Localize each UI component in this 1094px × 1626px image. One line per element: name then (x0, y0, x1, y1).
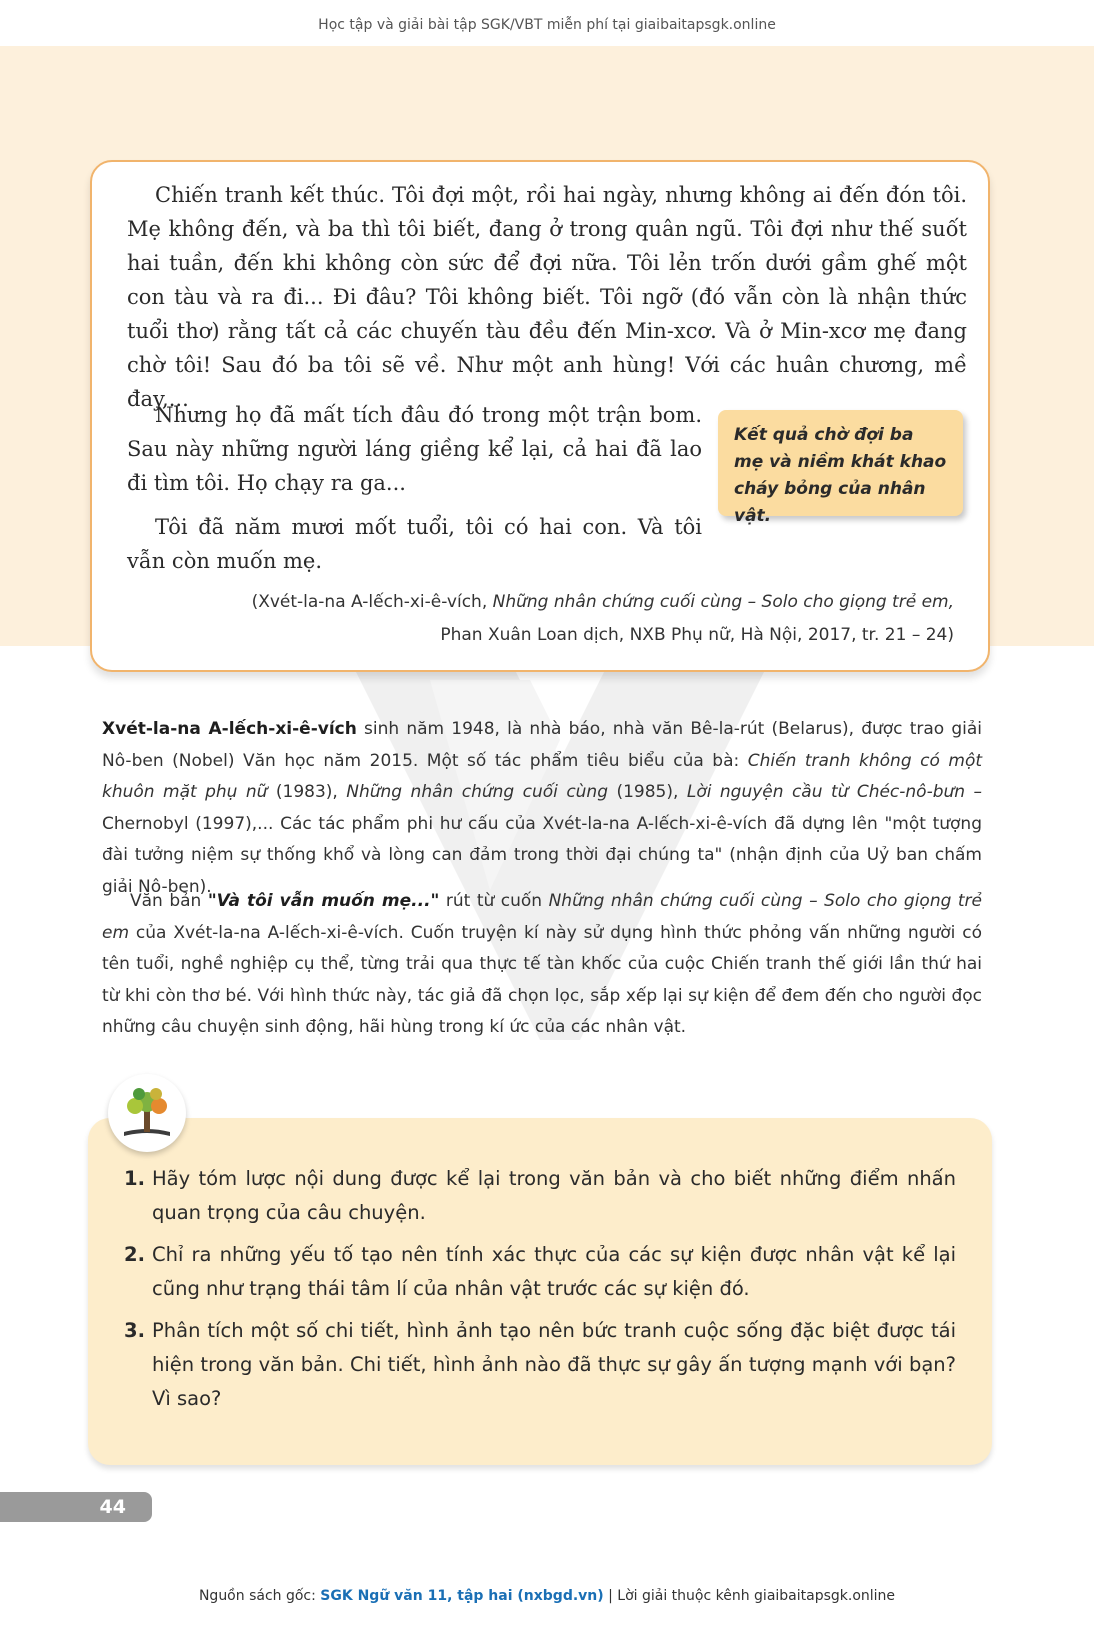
side-note-text: Kết quả chờ đợi ba mẹ và niềm khát khao cháy bỏng của nhân vật. (734, 425, 947, 526)
bio-work-1: Chiến tranh không có một khuôn mặt phụ nữ (102, 750, 983, 802)
footer-prefix: Nguồn sách gốc: (198, 1588, 321, 1604)
question-number: 1. (124, 1167, 145, 1190)
story-paragraph-3: Tôi đã năm mươi mốt tuổi, tôi có hai con. Và tôi vẫn còn muốn mẹ. (127, 515, 702, 573)
bio-text-1: sinh năm 1948, là nhà báo, nhà văn Bê-la-rút (Belarus), được trao giải Nô-ben (Nobel) Văn học năm 2015. Một số tác phẩm tiêu biểu của bà: (102, 719, 983, 771)
intro-text-c: của Xvét-la-na A-lếch-xi-ê-vích. Cuốn truyện kí này sử dụng hình thức phỏng vấn những người có tên tuổi, nghề nghiệp cụ thể, từng trải qua thực tế tàn khốc của cuộc Chiến tranh thế giới lần thứ hai từ khi còn thơ bé. Với hình thức này, tác giả đã chọn lọc, sắp xếp lại sự kiện để đem đến cho người đọc những câu chuyện sinh động, hãi hùng trong kí ức của các nhân vật. (102, 922, 982, 1037)
question-number: 2. (124, 1243, 145, 1266)
bio-text-3: (1985), (608, 782, 687, 802)
intro-text-a: Văn bản (130, 891, 208, 911)
intro-book: Những nhân chứng cuối cùng – Solo cho giọng trẻ em (102, 891, 983, 943)
intro-title: "Và tôi vẫn muốn mẹ..." (207, 891, 440, 911)
question-item (124, 1314, 956, 1416)
text-intro (102, 886, 982, 1044)
author-bio (102, 714, 982, 903)
questions-list (124, 1162, 956, 1424)
citation-author: (Xvét-la-na A-lếch-xi-ê-vích, (251, 592, 488, 612)
page-number-tab (0, 1492, 152, 1522)
question-item (124, 1238, 956, 1306)
story-paragraph-1: Chiến tranh kết thúc. Tôi đợi một, rồi hai ngày, nhưng không ai đến đón tôi. Mẹ không đến, và ba thì tôi biết, đang ở trong quân ngũ. Tôi đợi như thế suốt hai tuần, đến khi không còn sức để đợi nữa. Tôi lẻn trốn dưới gầm ghế một con tàu và ra đi... Đi đâu? Tôi không biết. Tôi ngỡ (đó vẫn còn là nhận thức tuổi thơ) rằng tất cả các chuyến tàu đều đến Min-xcơ. Và ở Min-xcơ mẹ đang chờ tôi! Sau đó ba tôi sẽ về. Như một anh hùng! Với các huân chương, mề đay,... (127, 183, 967, 411)
side-note (718, 410, 963, 526)
story-excerpt-box (90, 160, 990, 672)
question-text: Chỉ ra những yếu tố tạo nên tính xác thực của các sự kiện được nhân vật kể lại cũng như trạng thái tâm lí của nhân vật trước các sự kiện đó. (152, 1243, 956, 1300)
citation-publisher: Phan Xuân Loan dịch, NXB Phụ nữ, Hà Nội, 2017, tr. 21 – 24) (440, 625, 954, 645)
site-header (0, 0, 1094, 46)
author-name: Xvét-la-na A-lếch-xi-ê-vích (102, 719, 357, 739)
site-header-text: Học tập và giải bài tập SGK/VBT miễn phí tại giaibaitapsgk.online (318, 17, 776, 33)
footer-source-link[interactable]: SGK Ngữ văn 11, tập hai (nxbgd.vn) (320, 1588, 604, 1604)
story-paragraph-2: Nhưng họ đã mất tích đâu đó trong một trận bom. Sau này những người láng giềng kể lại, cả hai đã lao đi tìm tôi. Họ chạy ra ga... (127, 403, 702, 495)
footer-suffix: | Lời giải thuộc kênh giaibaitapsgk.online (603, 1588, 896, 1604)
tree-book-icon (108, 1074, 186, 1152)
citation-title: Những nhân chứng cuối cùng – Solo cho giọng trẻ em, (492, 592, 954, 612)
bio-text-2: (1983), (267, 782, 347, 802)
bio-text-4: Chernobyl (1997),... Các tác phẩm phi hư cấu của Xvét-la-na A-lếch-xi-ê-vích đã dựng lên "một tượng đài tưởng niệm sự thống khổ và lòng can đảm trong thời đại chúng ta" (nhận định của Uỷ ban chấm giải Nô-ben). (102, 813, 982, 897)
question-number: 3. (124, 1319, 145, 1342)
question-item (124, 1162, 956, 1230)
page-number: 44 (99, 1496, 126, 1518)
citation (194, 586, 954, 652)
bio-work-3: Lời nguyện cầu từ Chéc-nô-bưn – (686, 782, 982, 802)
bio-work-2: Những nhân chứng cuối cùng (346, 782, 609, 802)
intro-text-b: rút từ cuốn (439, 891, 549, 911)
question-text: Hãy tóm lược nội dung được kể lại trong văn bản và cho biết những điểm nhấn quan trọng của câu chuyện. (152, 1167, 956, 1224)
question-text: Phân tích một số chi tiết, hình ảnh tạo nên bức tranh cuộc sống đặc biệt được tái hiện trong văn bản. Chi tiết, hình ảnh nào đã thực sự gây ấn tượng mạnh với bạn? Vì sao? (152, 1319, 956, 1410)
page-footer (0, 1588, 1094, 1604)
